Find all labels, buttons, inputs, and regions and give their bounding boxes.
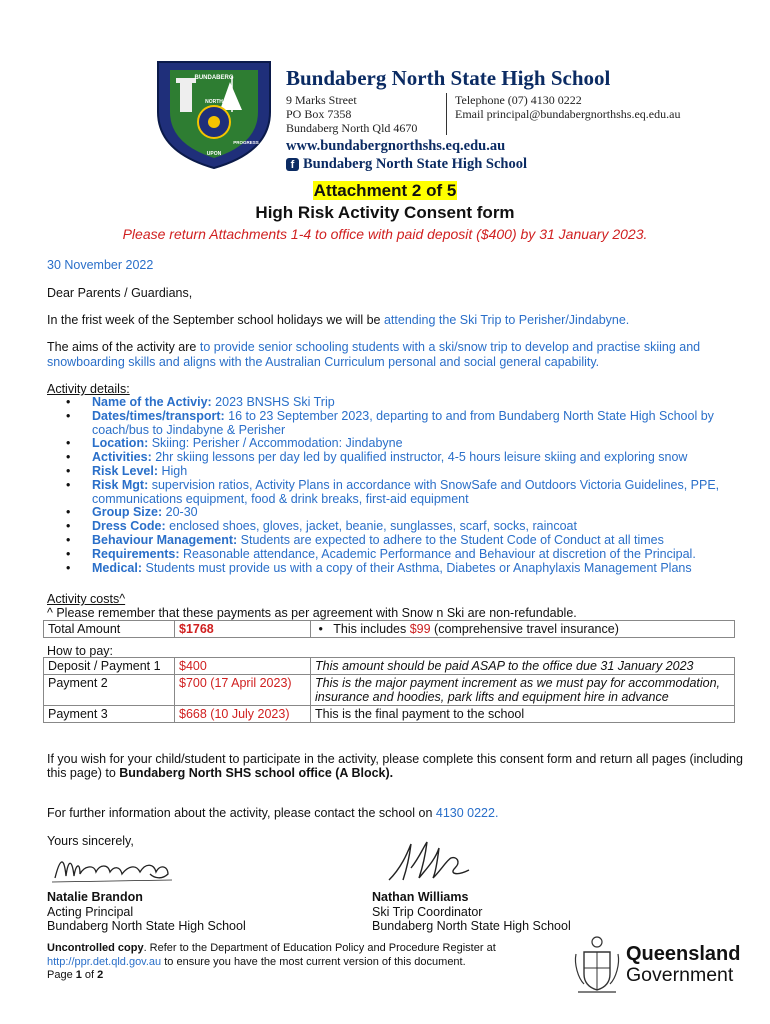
participate-text: If you wish for your child/student to participate in the activity, please complete this consent form and return all pages (including this page) to [47, 752, 743, 780]
form-title: High Risk Activity Consent form [255, 203, 515, 222]
queensland-government-logo [626, 944, 740, 986]
detail-value: enclosed shoes, gloves, jacket, beanie, sunglasses, scarf, socks, raincoat [165, 519, 577, 534]
activity-details-heading: Activity details: [47, 382, 130, 396]
letter-date: 30 November 2022 [47, 258, 154, 272]
list-item [62, 410, 732, 438]
school-name: Bundaberg North State High School [286, 66, 611, 90]
table-row [44, 706, 735, 723]
detail-label: Dress Code: [92, 519, 166, 534]
page-of: of [81, 969, 98, 981]
ppr-link[interactable]: http://ppr.det.qld.gov.au [47, 955, 162, 968]
page-number [47, 969, 547, 983]
list-item [62, 548, 732, 562]
payment-label: Payment 2 [44, 675, 175, 706]
detail-label: Activities: [92, 450, 152, 465]
detail-value: 20-30 [162, 505, 198, 520]
sign-off: Yours sincerely, [47, 834, 134, 848]
detail-label: Behaviour Management: [92, 532, 238, 547]
facebook-link[interactable] [286, 156, 527, 173]
detail-value: High [158, 463, 188, 478]
crest-text-middle: NORTH [205, 99, 223, 105]
signatory-principal [47, 890, 246, 934]
uncontrolled-label: Uncontrolled copy [47, 942, 144, 954]
detail-label: Requirements: [92, 546, 180, 561]
attachment-title [0, 181, 770, 201]
greeting: Dear Parents / Guardians, [47, 286, 193, 300]
detail-label: Location: [92, 436, 149, 451]
crest-text-motto: PROGRESS [233, 140, 259, 145]
detail-value: 2hr skiing lessons per day led by qualified instructor, 4-5 hours leisure skiing and exploring snow [151, 450, 688, 465]
detail-label: Group Size: [92, 505, 163, 520]
facebook-icon: f [286, 158, 299, 171]
list-item [62, 451, 732, 465]
address-line: 9 Marks Street [286, 93, 357, 107]
table-row [44, 658, 735, 675]
intro-text: In the frist week of the September school holidays we will be [47, 313, 384, 327]
detail-label: Risk Mgt: [92, 477, 149, 492]
participate-office: Bundaberg North SHS school office (A Block). [119, 766, 394, 780]
school-address [286, 93, 417, 135]
payment-note: This is the major payment increment as we must pay for accommodation, insurance and hoodies, park lifts and equipment hire in advance [311, 675, 735, 706]
total-label: Total Amount [44, 621, 175, 638]
participate-paragraph [47, 752, 747, 780]
list-item [62, 562, 732, 576]
footer-text: . Refer to the Department of Education Policy and Procedure Register at [143, 942, 496, 954]
total-note: • This includes $99 (comprehensive travel insurance) [311, 621, 735, 638]
list-item [62, 465, 732, 479]
document-footer [47, 942, 547, 983]
list-item [62, 479, 732, 507]
list-item [62, 506, 732, 520]
school-contact [446, 93, 680, 135]
payment-note: This is the final payment to the school [311, 706, 735, 723]
payment-amount: $668 (10 July 2023) [175, 706, 311, 723]
signatory-name: Natalie Brandon [47, 890, 143, 904]
address-line: PO Box 7358 [286, 107, 352, 121]
payment-note: This amount should be paid ASAP to the office due 31 January 2023 [311, 658, 735, 675]
detail-value: Students are expected to adhere to the Student Code of Conduct at all times [237, 532, 664, 547]
detail-value: Reasonable attendance, Academic Performance and Behaviour at discretion of the Principal. [179, 546, 696, 561]
signatory-school: Bundaberg North State High School [47, 919, 246, 933]
queensland-coat-of-arms-icon [572, 934, 622, 996]
payment-label: Payment 3 [44, 706, 175, 723]
detail-label: Name of the Activiy: [92, 395, 212, 409]
detail-value: Students must provide us with a copy of their Asthma, Diabetes or Anaphylaxis Management Plans [142, 560, 692, 575]
activity-details-list [62, 396, 732, 575]
school-phone[interactable]: 4130 0222. [435, 806, 499, 820]
facebook-label: Bundaberg North State High School [303, 156, 527, 172]
insurance-amount: $99 [409, 622, 431, 636]
how-to-pay-heading: How to pay: [47, 644, 114, 658]
signatory-role: Ski Trip Coordinator [372, 904, 483, 919]
detail-value: supervision ratios, Activity Plans in accordance with SnowSafe and Outdoors Victoria Guidelines, PPE, communications equipment, food & drink breaks, first-aid equipment [92, 477, 720, 506]
detail-value: Skiing: Perisher / Accommodation: Jindabyne [148, 436, 403, 451]
address-line: Bundaberg North Qld 4670 [286, 121, 418, 135]
list-item [62, 534, 732, 548]
aims-text: The aims of the activity are [47, 340, 200, 354]
school-crest-logo [150, 52, 278, 170]
footer-text: to ensure you have the most current version of this document. [161, 955, 466, 968]
total-note-prefix: This includes [333, 622, 410, 636]
page-total: 2 [97, 969, 104, 981]
telephone: Telephone (07) 4130 0222 [455, 93, 582, 107]
qld-logo-line2: Government [626, 964, 734, 986]
signatory-school: Bundaberg North State High School [372, 919, 571, 933]
footer-line [47, 956, 547, 970]
payment-amount: $400 [175, 658, 311, 675]
payment-label: Deposit / Payment 1 [44, 658, 175, 675]
total-table [43, 620, 735, 638]
table-row [44, 675, 735, 706]
school-website[interactable]: www.bundabergnorthshs.eq.edu.au [286, 138, 506, 154]
attachment-title-text: Attachment 2 of 5 [313, 181, 457, 200]
aims-highlight: to provide senior schooling students with a ski/snow trip to develop and practise skiing and snowboarding skills and aligns with the Australian Curriculum personal and social general capability. [47, 340, 701, 369]
list-item [62, 437, 732, 451]
crest-text-bottom: UPON [206, 151, 222, 157]
signatory-role: Acting Principal [47, 904, 134, 919]
costs-note: ^ Please remember that these payments as per agreement with Snow n Ski are non-refundable. [47, 606, 577, 620]
further-info [47, 806, 498, 820]
intro-highlight: attending the Ski Trip to Perisher/Jindabyne. [383, 313, 630, 327]
coordinator-signature [385, 838, 475, 886]
return-note: Please return Attachments 1-4 to office with paid deposit ($400) by 31 January 2023. [122, 226, 648, 242]
table-row [44, 621, 735, 638]
activity-costs-heading: Activity costs^ [47, 592, 126, 606]
aims-paragraph [47, 340, 737, 370]
footer-line [47, 942, 547, 956]
payment-table [43, 657, 735, 723]
list-item [62, 520, 732, 534]
detail-label: Risk Level: [92, 463, 159, 478]
letterhead [150, 52, 750, 174]
crest-text-top: BUNDABERG [194, 75, 234, 81]
total-note-suffix: (comprehensive travel insurance) [430, 622, 619, 636]
detail-value: 2023 BNSHS Ski Trip [211, 395, 335, 409]
detail-label: Medical: [92, 560, 143, 575]
further-text: For further information about the activity, please contact the school on [47, 806, 436, 820]
page-current: 1 [75, 969, 82, 981]
detail-label: Dates/times/transport: [92, 408, 225, 423]
signatory-coordinator [372, 890, 571, 934]
detail-value: 16 to 23 September 2023, departing to and from Bundaberg North State High School by coach/bus to Jindabyne & Perisher [92, 408, 714, 437]
signatory-name: Nathan Williams [372, 890, 469, 904]
payment-amount: $700 (17 April 2023) [175, 675, 311, 706]
email: Email principal@bundabergnorthshs.eq.edu.au [455, 107, 681, 121]
list-item [62, 396, 732, 410]
page-prefix: Page [47, 969, 76, 981]
qld-logo-line1: Queensland [626, 943, 741, 965]
total-amount: $1768 [175, 621, 311, 638]
principal-signature [50, 850, 175, 886]
intro-paragraph [47, 313, 629, 327]
